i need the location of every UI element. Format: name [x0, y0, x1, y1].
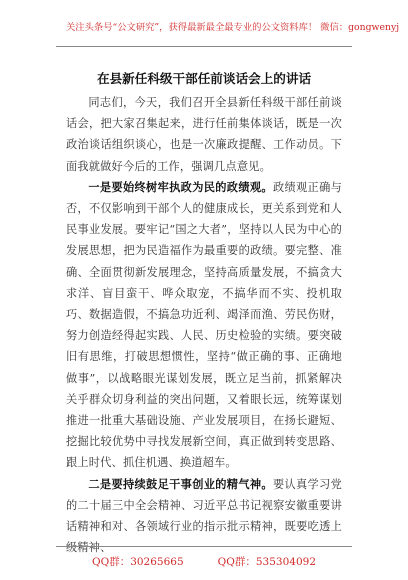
document-title: 在县新任科级干部任前谈话会上的讲话 [96, 71, 312, 86]
promo-banner: 关注头条号“公文研究”，获得最新最全最专业的公文资料库！ 微信：gongwenyj [66, 22, 400, 33]
section-1-text: 政绩观正确与否，不仅影响到干部个人的健康成长，更关系到党和人民事业发展。要牢记“国之大者”，坚持以人民为中心的发展思想，把为民造福作为最重要的政绩。要完整、准确、全面贯彻新发展理念，坚持高质量发展，不搞贪大求洋、盲目蛮干、哗众取宠，不搞华而不实、投机取巧、数据造假，不搞急功近利、竭泽而渔、劳民伤财，努力创造经得起实践、人民、历史检验的实绩。要突破旧有思维，打破思想惯性，坚持“做正确的事、正确地做事”，以战略眼光谋划发展，既立足当前，抓紧解决关乎群众切身利益的突出问题，又着眼长远，统筹谋划推进一批重大基础设施、产业发展项目，在扬长避短、挖掘比较优势中寻找发展新空间，真正做到转变思路、跟上时代、抓住机遇、换道超车。 [66, 180, 342, 470]
qq-group-1: QQ群：30265665 [91, 556, 184, 568]
opening-paragraph: 同志们，今天，我们召开全县新任科级干部任前谈话会，把大家召集起来，进行任前集体谈话，既是一次政治谈话组织谈心，也是一次廉政提醒、工作动员。下面我就做好今后的工作，强调几点意见。 [66, 96, 342, 173]
footer-divider [56, 546, 352, 547]
section-1-heading: 一是要始终树牢执政为民的政绩观。 [88, 179, 273, 194]
section-2-heading: 二是要持续鼓足干事创业的精气神。 [88, 476, 273, 491]
qq-group-2: QQ群：535304092 [217, 556, 316, 568]
document-body [66, 92, 342, 558]
footer [60, 554, 348, 569]
header-divider [56, 46, 352, 47]
section-2-text: 要认真学习党的二十届三中全会精神、习近平总书记视察安徽重要讲话精神和对、各领域行业的指示批示精神，既要吃透上级精神、 [66, 477, 342, 555]
section-1-paragraph [66, 177, 342, 474]
